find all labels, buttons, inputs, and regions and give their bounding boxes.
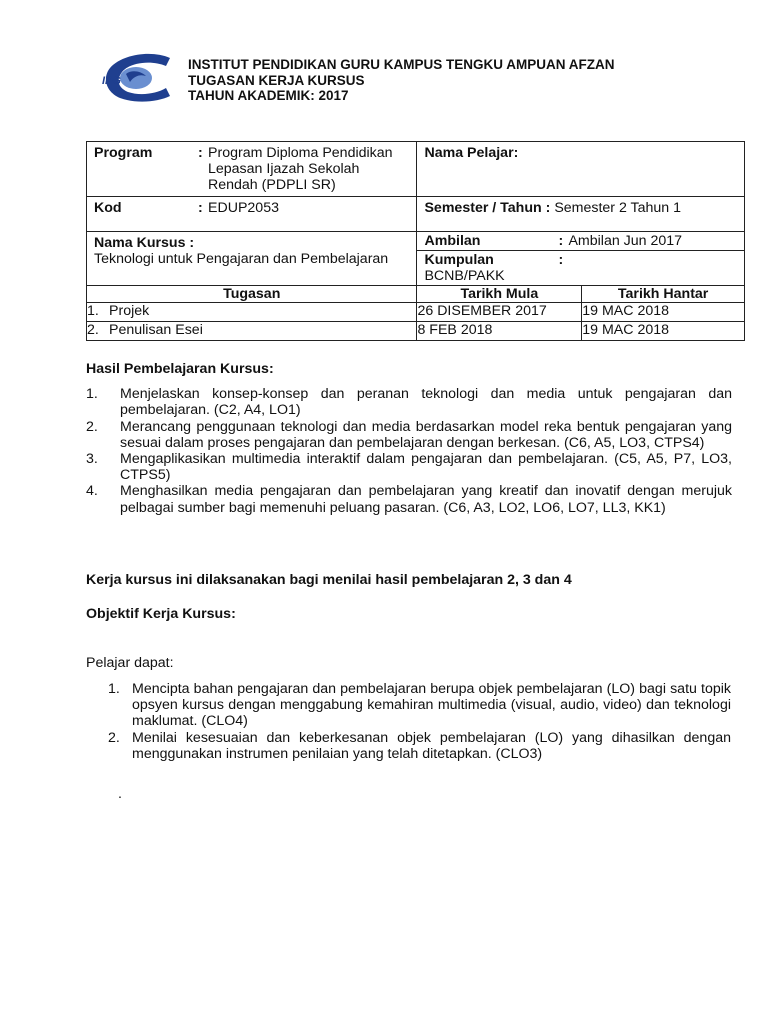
task-due-date: 19 MAC 2018 [582,322,745,341]
intake-cell [417,232,745,251]
document-header [188,57,615,104]
task-start-date: 26 DISEMBER 2017 [417,303,582,322]
item-number: 2. [86,418,98,435]
item-text: Menilai kesesuaian dan keberkesanan objek pembelajaran (LO) yang dihasilkan dengan menggunakan instrumen penilaian yang telah ditetapkan. (CLO3) [132,729,731,762]
course-name-label: Nama Kursus : [94,235,195,251]
course-name-cell [87,232,417,286]
learning-outcomes-section [86,361,732,516]
list-item [86,483,732,515]
list-item [86,681,731,730]
group-value: BCNB/PAKK [424,268,505,284]
learning-outcomes-list [86,386,732,516]
assignment-title: TUGASAN KERJA KURSUS [188,72,365,88]
item-text: Mencipta bahan pengajaran dan pembelajaran berupa objek pembelajaran (LO) bagi satu topik opsyen kursus dengan menggabung kemahiran multimedia (visual, audio, video) dan teknologi maklumat. (CLO4) [132,681,731,730]
learning-outcomes-title: Hasil Pembelajaran Kursus: [86,361,274,377]
colon: : [558,252,564,268]
institution-logo [100,52,178,104]
course-name-value: Teknologi untuk Pengajaran dan Pembelajaran [94,251,389,267]
item-number: 3. [86,451,98,468]
program-cell [87,142,417,197]
colon: : [198,145,203,161]
colon: : [198,200,203,216]
semester-label: Semester / Tahun : [424,200,551,216]
task-name: Projek [109,303,150,319]
task-row [87,303,417,322]
item-number: 1. [86,386,98,403]
semester-value: Semester 2 Tahun 1 [554,200,682,216]
list-item [86,386,732,418]
task-number: 2. [87,322,99,338]
objectives-section [86,681,731,762]
colon: : [558,233,564,249]
group-label: Kumpulan [424,252,494,268]
code-label: Kod [94,200,122,216]
task-number: 1. [87,303,99,319]
task-name: Penulisan Esei [109,322,203,338]
program-label: Program [94,145,153,161]
objectives-title: Objektif Kerja Kursus: [86,606,236,622]
task-row [87,322,417,341]
item-text: Menjelaskan konsep-konsep dan peranan teknologi dan media untuk pengajaran dan pembelajaran. (C2, A4, LO1) [120,386,732,419]
item-number: 4. [86,483,98,500]
code-cell [87,197,417,232]
task-start-date: 8 FEB 2018 [417,322,582,341]
academic-year: TAHUN AKADEMIK: 2017 [188,88,349,103]
semester-cell [417,197,745,232]
intake-label: Ambilan [424,233,481,249]
item-number: 2. [108,729,120,746]
institution-name: INSTITUT PENDIDIKAN GURU KAMPUS TENGKU AMPUAN AFZAN [188,57,615,72]
intake-value: Ambilan Jun 2017 [568,233,683,249]
tasks-header: Tugasan [87,286,417,303]
student-name-label: Nama Pelajar: [424,145,519,161]
program-value: Program Diploma Pendidikan Lepasan Ijazah Sekolah Rendah (PDPLI SR) [208,145,393,193]
trailing-mark: . [118,786,122,802]
assessment-note: Kerja kursus ini dilaksanakan bagi menilai hasil pembelajaran 2, 3 dan 4 [86,572,572,588]
objectives-list [86,681,731,762]
course-info-table [86,141,745,341]
start-date-header: Tarikh Mula [417,286,582,303]
due-date-header: Tarikh Hantar [582,286,745,303]
item-number: 1. [108,681,120,697]
group-cell [417,251,745,286]
objectives-intro: Pelajar dapat: [86,655,174,671]
ipg-logo-icon [100,52,178,104]
list-item [86,451,732,483]
student-name-cell [417,142,745,197]
item-text: Mengaplikasikan multimedia interaktif dalam pengajaran dan pembelajaran. (C5, A5, P7, LO3, CTPS5) [120,451,732,484]
item-text: Merancang penggunaan teknologi dan media berdasarkan model reka bentuk pengajaran yang sesuai dalam proses pengajaran dan pembelajaran dengan berkesan. (C6, A5, LO3, CTPS4) [120,418,732,451]
code-value: EDUP2053 [208,200,279,216]
logo-text: IPG [102,75,121,87]
item-text: Menghasilkan media pengajaran dan pembelajaran yang kreatif dan inovatif dengan merujuk pelbagai sumber bagi memenuhi peluang pasaran. (C6, A3, LO2, LO6, LO7, LL3, KK1) [120,483,732,516]
list-item [86,419,732,451]
list-item [86,730,731,762]
task-due-date: 19 MAC 2018 [582,303,745,322]
